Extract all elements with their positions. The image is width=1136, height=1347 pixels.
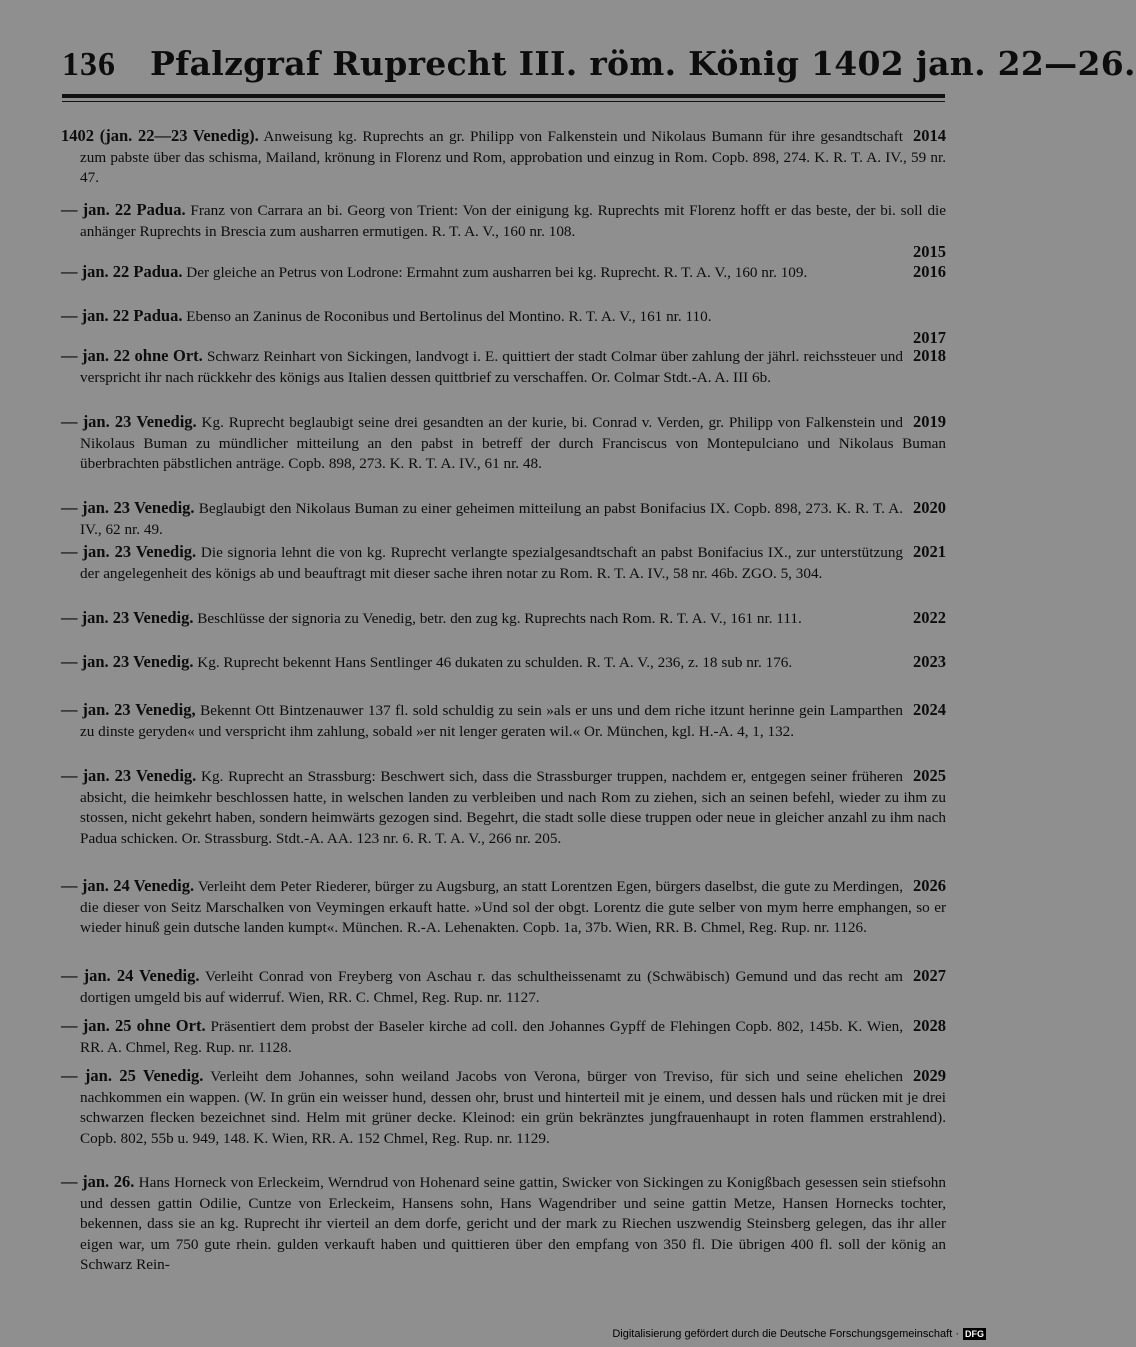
regest-entry bbox=[61, 608, 946, 630]
entry-text: Anweisung kg. Ruprechts an gr. Philipp von Falkenstein und Nikolaus Bumann für ihre gesandtschaft zum pabste über das schisma, Mailand, krönung in Florenz und Rom, approbation und einzug in Rom. Copb. 898, 274. K. R. T. A. IV., 59 nr. 47. bbox=[80, 128, 946, 187]
regest-entry bbox=[61, 766, 946, 849]
regest-entry bbox=[61, 1066, 946, 1149]
entry-date-place: — jan. 24 Venedig. bbox=[61, 876, 195, 895]
regest-entry bbox=[61, 498, 946, 540]
regest-entry bbox=[61, 126, 946, 189]
entry-number: 2017 bbox=[913, 327, 946, 347]
regest-entry bbox=[61, 876, 946, 939]
entry-text: Kg. Ruprecht beglaubigt seine drei gesandten an der kurie, bi. Conrad v. Verden, gr. Philipp von Falkenstein und Nikolaus Buman zu mündlicher mitteilung an den pabst in betreff der durch Franciscus von Montepulciano und Nikolaus Buman überbrachten päbstlichen anträge. Copb. 898, 273. K. R. T. A. IV., 61 nr. 48. bbox=[80, 414, 946, 473]
footer-text: Digitalisierung gefördert durch die Deutsche Forschungsgemeinschaft · bbox=[612, 1328, 959, 1340]
entry-date-place: — jan. 23 Venedig, bbox=[61, 700, 196, 719]
entry-text: Verleiht dem Johannes, sohn weiland Jacobs von Verona, bürger von Treviso, für sich und seine ehelichen nachkommen ein wappen. (W. In grün ein weisser hund, dessen ohr, brust und hinterteil mit je einem, und dessen hals und rücken mit je drei schwarzen flecken bezeichnet sind. Helm mit grüner decke. Kleinod: ein grün bekränztes jungfrauenhaupt in roten flammen erstrahlend). Copb. 802, 55b u. 949, 148. K. Wien, RR. A. 152 Chmel, Reg. Rup. nr. 1129. bbox=[80, 1068, 946, 1147]
entry-text: Hans Horneck von Erleckeim, Werndrud von Hohenard seine gattin, Swicker von Sickingen zu Konigßbach gesessen sein stiefsohn und dessen gattin Odilie, Cuntze von Erleckeim, Hansens sohn, Hans Wagendriber und seine gattin Metze, Hansen Hornecks tochter, bekennen, dass sie an kg. Ruprecht ihr vierteil an dem dorfe, gericht und der mark zu Riechen uszwendig Steinsberg gelegen, das ihr aller eigen war, um 750 gute rhein. gulden verkauft haben und quittieren über den empfang von 350 fl. Die übrigen 400 fl. soll der könig an Schwarz Rein- bbox=[80, 1174, 946, 1274]
entry-number: 2014 bbox=[913, 126, 946, 145]
entry-date-place: — jan. 26. bbox=[61, 1172, 135, 1191]
entry-date-place: — jan. 25 Venedig. bbox=[61, 1066, 204, 1085]
entry-text: Verleiht Conrad von Freyberg von Aschau r. das schultheissenamt zu (Schwäbisch) Gemund und das recht am dortigen umgeld bis auf widerruf. Wien, RR. C. Chmel, Reg. Rup. nr. 1127. bbox=[80, 968, 903, 1006]
entry-date-place: — jan. 25 ohne Ort. bbox=[61, 1016, 206, 1035]
entry-date-place: — jan. 23 Venedig. bbox=[61, 412, 197, 431]
entry-text: Der gleiche an Petrus von Lodrone: Ermahnt zum ausharren bei kg. Ruprecht. R. T. A. V., 160 nr. 109. bbox=[182, 264, 808, 281]
regest-entry bbox=[61, 306, 946, 348]
entry-number: 2021 bbox=[913, 542, 946, 561]
entry-number: 2015 bbox=[913, 242, 946, 262]
entry-date-place: — jan. 23 Venedig. bbox=[61, 542, 197, 561]
entry-text: Verleiht dem Peter Riederer, bürger zu Augsburg, an statt Lorentzen Egen, bürgers daselbst, die gute zu Merdingen, die dieser von Seitz Marschalken von Veymingen erkauft hatte. »Und sol der obgt. Lorentz die gute selber von mym herre emphangen, so er wieder hinuß gein dutsche landen kumpt«. München. R.-A. Lehenakten. Copb. 1a, 37b. Wien, RR. B. Chmel, Reg. Rup. nr. 1126. bbox=[80, 878, 946, 937]
digitization-credit bbox=[612, 1328, 986, 1340]
entry-number: 2028 bbox=[913, 1016, 946, 1035]
entry-text: Präsentiert dem probst der Baseler kirche ad coll. den Johannes Gypff de Flehingen Copb. 802, 145b. K. Wien, RR. A. Chmel, Reg. Rup. nr. 1128. bbox=[80, 1018, 903, 1056]
regest-entry bbox=[61, 542, 946, 584]
page-title: Pfalzgraf Ruprecht III. röm. König 1402 jan. 22—26. bbox=[150, 44, 1136, 83]
regest-entry bbox=[61, 966, 946, 1008]
entry-text: Kg. Ruprecht an Strassburg: Beschwert sich, dass die Strassburger truppen, nachdem er, entgegen seiner früheren absicht, die heimkehr beschlossen hatte, in welschen landen zu verbleiben und nach Rom zu ziehen, sich an seinen befehl, wieder zu ihm zu stossen, nicht gekehrt haben, sondern heimwärts gezogen sind. Begehrt, die stadt solle diese truppen oder neue in gleicher anzahl zu ihm nach Padua schicken. Or. Strassburg. Stdt.-A. AA. 123 nr. 6. R. T. A. V., 266 nr. 205. bbox=[80, 768, 946, 847]
entry-number: 2024 bbox=[913, 700, 946, 719]
entry-number: 2016 bbox=[913, 262, 946, 281]
entry-date-place: — jan. 22 Padua. bbox=[61, 262, 183, 281]
entry-text: Franz von Carrara an bi. Georg von Trient: Von der einigung kg. Ruprechts mit Florenz hofft er das beste, der bi. soll die anhänger Ruprechts in Brescia zum ausharren ermutigen. R. T. A. V., 160 nr. 108. bbox=[80, 202, 947, 240]
entry-date-place: — jan. 23 Venedig. bbox=[61, 608, 194, 627]
entry-text: Die signoria lehnt die von kg. Ruprecht verlangte spezialgesandtschaft an pabst Bonifacius IX., zur unterstützung der angelegenheit des königs ab und beauftragt mit dieser sache ihren notar zu Rom. R. T. A. IV., 58 nr. 46b. ZGO. 5, 304. bbox=[80, 544, 904, 582]
regest-entry bbox=[61, 1016, 946, 1058]
page-header bbox=[62, 42, 1136, 92]
entry-number: 2026 bbox=[913, 876, 946, 895]
entry-text: Schwarz Reinhart von Sickingen, landvogt i. E. quittiert der stadt Colmar über zahlung der jährl. reichssteuer und verspricht ihr nach rückkehr des königs aus Italien dessen quittbrief zu verschaffen. Or. Colmar Stdt.-A. A. III 6b. bbox=[80, 348, 903, 386]
entry-number: 2025 bbox=[913, 766, 946, 785]
regest-entry bbox=[61, 412, 946, 475]
entry-number: 2023 bbox=[913, 652, 946, 671]
entry-date-place: — jan. 22 Padua. bbox=[61, 200, 186, 219]
entry-date-place: — jan. 23 Venedig. bbox=[61, 766, 197, 785]
header-rule-thick bbox=[62, 94, 945, 98]
entry-text: Bekennt Ott Bintzenauwer 137 fl. sold schuldig zu sein »als er uns und dem riche itzunt herinne gein Lamparthen zu dinste geryden« und verspricht ihm zahlung, sobald »er nit lenger geraten wil.« Or. München, kgl. H.-A. 4, 1, 132. bbox=[80, 702, 904, 740]
regest-entry bbox=[61, 652, 946, 674]
entry-date-place: — jan. 23 Venedig. bbox=[61, 498, 195, 517]
regest-entry bbox=[61, 200, 947, 262]
entry-number: 2019 bbox=[913, 412, 946, 431]
entry-number: 2018 bbox=[913, 346, 946, 365]
entry-number: 2029 bbox=[913, 1066, 946, 1085]
entry-number: 2027 bbox=[913, 966, 946, 985]
entry-text: Beglaubigt den Nikolaus Buman zu einer geheimen mitteilung an pabst Bonifacius IX. Copb. 898, 273. K. R. T. A. IV., 62 nr. 49. bbox=[80, 500, 903, 538]
header-rule-thin bbox=[62, 101, 945, 102]
dfg-logo: DFG bbox=[965, 1329, 984, 1339]
entry-date-place: 1402 (jan. 22—23 Venedig). bbox=[61, 126, 259, 145]
entry-date-place: — jan. 22 ohne Ort. bbox=[61, 346, 203, 365]
entry-text: Ebenso an Zaninus de Roconibus und Bertolinus del Montino. R. T. A. V., 161 nr. 110. bbox=[182, 308, 712, 325]
regest-entry bbox=[61, 346, 946, 388]
regest-entry bbox=[61, 700, 946, 742]
entry-text: Kg. Ruprecht bekennt Hans Sentlinger 46 dukaten zu schulden. R. T. A. V., 236, z. 18 sub nr. 176. bbox=[193, 654, 793, 671]
entry-number: 2022 bbox=[913, 608, 946, 627]
entry-text: Beschlüsse der signoria zu Venedig, betr. den zug kg. Ruprechts nach Rom. R. T. A. V., 161 nr. 111. bbox=[193, 610, 802, 627]
regest-entry bbox=[61, 1172, 946, 1276]
entry-number: 2020 bbox=[913, 498, 946, 517]
regest-entry bbox=[61, 262, 946, 284]
entry-date-place: — jan. 22 Padua. bbox=[61, 306, 183, 325]
page-number: 136 bbox=[62, 46, 116, 83]
entry-date-place: — jan. 24 Venedig. bbox=[61, 966, 200, 985]
entry-date-place: — jan. 23 Venedig. bbox=[61, 652, 194, 671]
